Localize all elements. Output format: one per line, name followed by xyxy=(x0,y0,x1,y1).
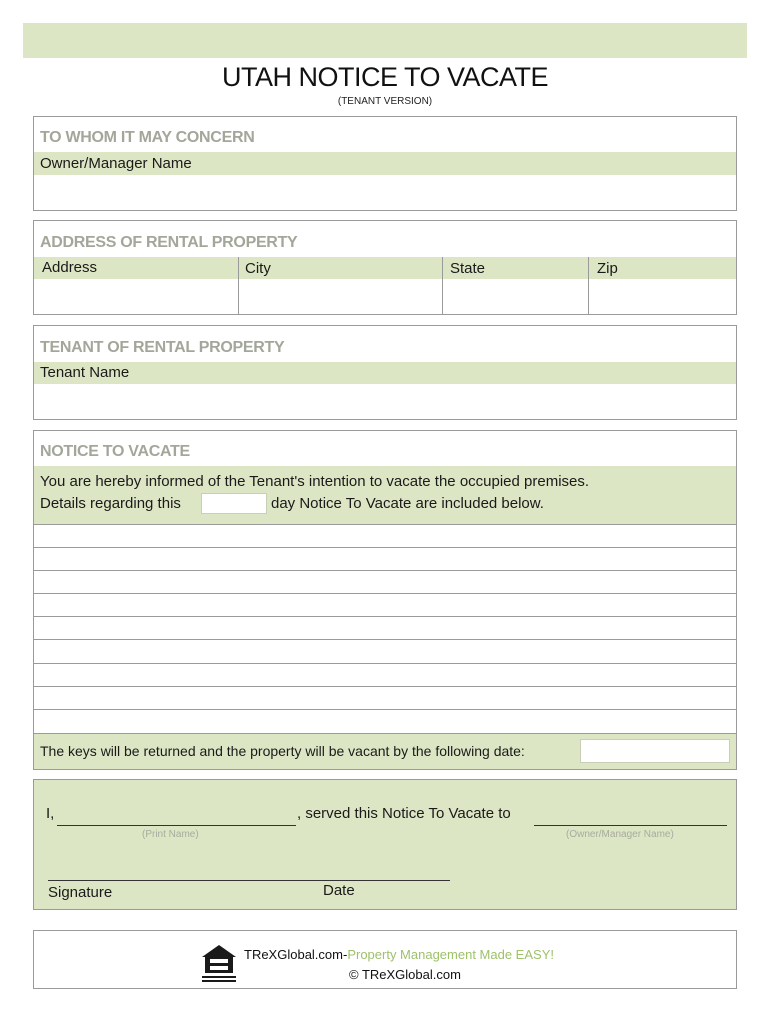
tenant-section xyxy=(33,325,737,420)
notice-heading: NOTICE TO VACATE xyxy=(40,443,190,460)
page-subtitle: (TENANT VERSION) xyxy=(337,96,433,107)
keys-return-text: The keys will be returned and the property will be vacant by the following date: xyxy=(40,743,525,759)
whom-section xyxy=(33,116,737,211)
owner-name-hint: (Owner/Manager Name) xyxy=(566,829,674,840)
signature-section xyxy=(33,779,737,910)
footer-brand-line xyxy=(244,947,554,962)
zip-field[interactable] xyxy=(589,279,736,314)
print-name-line[interactable] xyxy=(57,825,296,826)
address-heading: ADDRESS OF RENTAL PROPERTY xyxy=(40,234,298,251)
address-section xyxy=(33,220,737,315)
tenant-name-label: Tenant Name xyxy=(40,364,130,381)
i-label: I, xyxy=(46,805,55,822)
zip-col-label: Zip xyxy=(597,260,618,277)
footer-copyright: © TReXGlobal.com xyxy=(349,967,461,982)
signature-line[interactable] xyxy=(48,880,320,881)
vacate-date-input[interactable] xyxy=(580,739,730,763)
date-line[interactable] xyxy=(320,880,450,881)
notice-statement xyxy=(34,466,736,524)
address-field[interactable] xyxy=(34,279,238,314)
address-col-label: Address xyxy=(42,259,98,276)
owner-name-field[interactable] xyxy=(34,175,736,210)
notice-line-2-suffix: day Notice To Vacate are included below. xyxy=(271,495,544,512)
tenant-name-label-band xyxy=(34,362,736,384)
signature-label: Signature xyxy=(48,884,113,901)
owner-name-label: Owner/Manager Name xyxy=(40,155,192,172)
notice-details-field[interactable] xyxy=(34,525,736,733)
state-field[interactable] xyxy=(443,279,588,314)
city-field[interactable] xyxy=(239,279,442,314)
state-col-label: State xyxy=(450,260,486,277)
served-text: , served this Notice To Vacate to xyxy=(297,805,511,822)
print-name-hint: (Print Name) xyxy=(142,829,199,840)
footer-brand[interactable]: TReXGlobal.com- xyxy=(244,947,348,962)
notice-line-2-prefix: Details regarding this xyxy=(40,495,181,512)
notice-line-1: You are hereby informed of the Tenant's intention to vacate the occupied premises. xyxy=(40,473,590,490)
page-title: UTAH NOTICE TO VACATE xyxy=(221,62,549,92)
tenant-name-field[interactable] xyxy=(34,384,736,419)
top-banner xyxy=(23,23,747,58)
keys-return-row xyxy=(34,734,736,769)
footer-tagline: Property Management Made EASY! xyxy=(347,947,554,962)
notice-days-input[interactable] xyxy=(201,493,267,514)
date-label: Date xyxy=(323,882,355,899)
whom-heading: TO WHOM IT MAY CONCERN xyxy=(40,129,255,146)
city-col-label: City xyxy=(245,260,271,277)
tenant-heading: TENANT OF RENTAL PROPERTY xyxy=(40,339,285,356)
notice-section xyxy=(33,430,737,770)
owner-name-line[interactable] xyxy=(534,825,727,826)
owner-name-label-band xyxy=(34,152,736,175)
equal-housing-opportunity-icon xyxy=(200,943,238,985)
footer xyxy=(33,930,737,989)
address-label-band xyxy=(34,257,736,279)
